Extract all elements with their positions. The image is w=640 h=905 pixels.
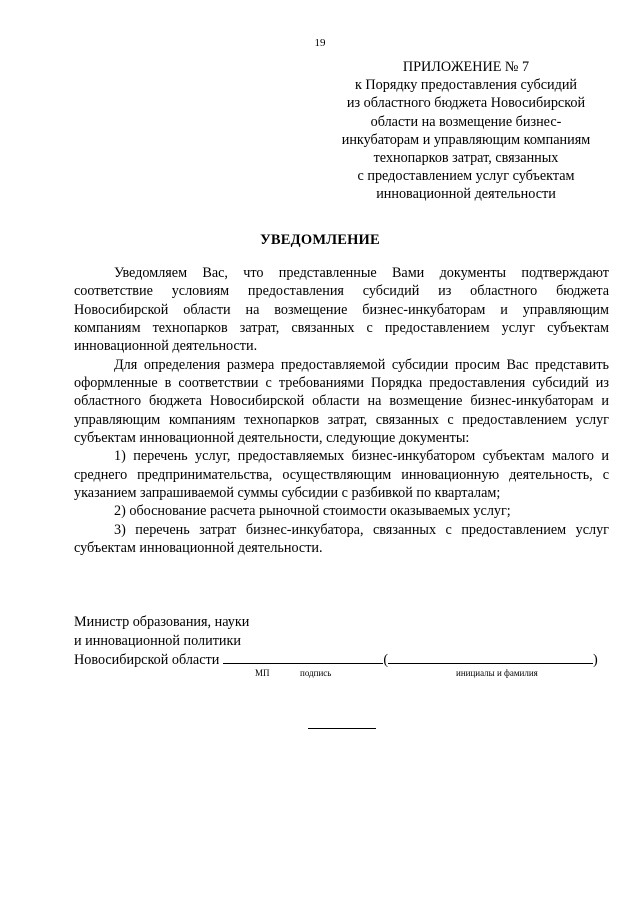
close-paren: ) [593, 652, 598, 669]
list-item-justification: 2) обоснование расчета рыночной стоимости оказываемых услуг; [114, 503, 511, 520]
list-item-services: 1) перечень услуг, предоставляемых бизнес-инкубатором субъектам малого и среднего предпринимательства, осуществляющим инновационную деятельность, с указанием запрашиваемой суммы субсидии с разбивкой по кварталам; [74, 448, 609, 502]
signature-line [223, 650, 383, 664]
document-title: УВЕДОМЛЕНИЕ [260, 232, 380, 248]
paragraph-request: Для определения размера предоставляемой субсидии просим Вас представить оформленные в соответствии с требованиями Порядка предоставления субсидий из областного бюджета Новосибирской области на возмещение бизнес-инкубаторам и управляющим компаниям технопарков затрат, связанных с предоставлением услуг субъектам инновационной деятельности, следующие документы: [74, 356, 609, 447]
paragraph-notification: Уведомляем Вас, что представленные Вами документы подтверждают соответствие условиям предоставления субсидий из областного бюджета Новосибирской области на возмещение бизнес-инкубаторам и управляющим компаниям технопарков затрат, связанных с предоставлением услуг субъектам инновационной деятельности. [74, 265, 609, 355]
signatory-region: Новосибирской области [74, 652, 220, 669]
signatory-title-line-1: Министр образования, науки [74, 614, 250, 630]
list-item-costs: 3) перечень затрат бизнес-инкубатора, связанных с предоставлением услуг субъектам инновационной деятельности. [74, 521, 609, 557]
appendix-header [330, 58, 602, 204]
name-line [388, 650, 593, 664]
signature-block [74, 613, 609, 670]
end-divider [308, 728, 376, 729]
signature-caption: подпись [300, 668, 332, 678]
appendix-line: области на возмещение бизнес- [370, 113, 562, 130]
open-paren: ( [383, 652, 389, 669]
appendix-line: инкубаторам и управляющим компаниям [341, 131, 591, 148]
stamp-caption: МП [255, 668, 270, 678]
appendix-line: с предоставлением услуг субъектам [357, 168, 575, 185]
page-number: 19 [314, 37, 326, 49]
appendix-line: из областного бюджета Новосибирской [346, 95, 586, 112]
signatory-title-line-2: и инновационной политики [74, 632, 241, 649]
signatory-title-line-3 [74, 650, 609, 670]
appendix-line: к Порядку предоставления субсидий [354, 77, 578, 94]
appendix-line: технопарков затрат, связанных [373, 150, 559, 167]
appendix-line: ПРИЛОЖЕНИЕ № 7 [402, 59, 530, 75]
document-body [74, 264, 609, 558]
name-caption: инициалы и фамилия [456, 668, 538, 678]
appendix-line: инновационной деятельности [376, 186, 556, 203]
